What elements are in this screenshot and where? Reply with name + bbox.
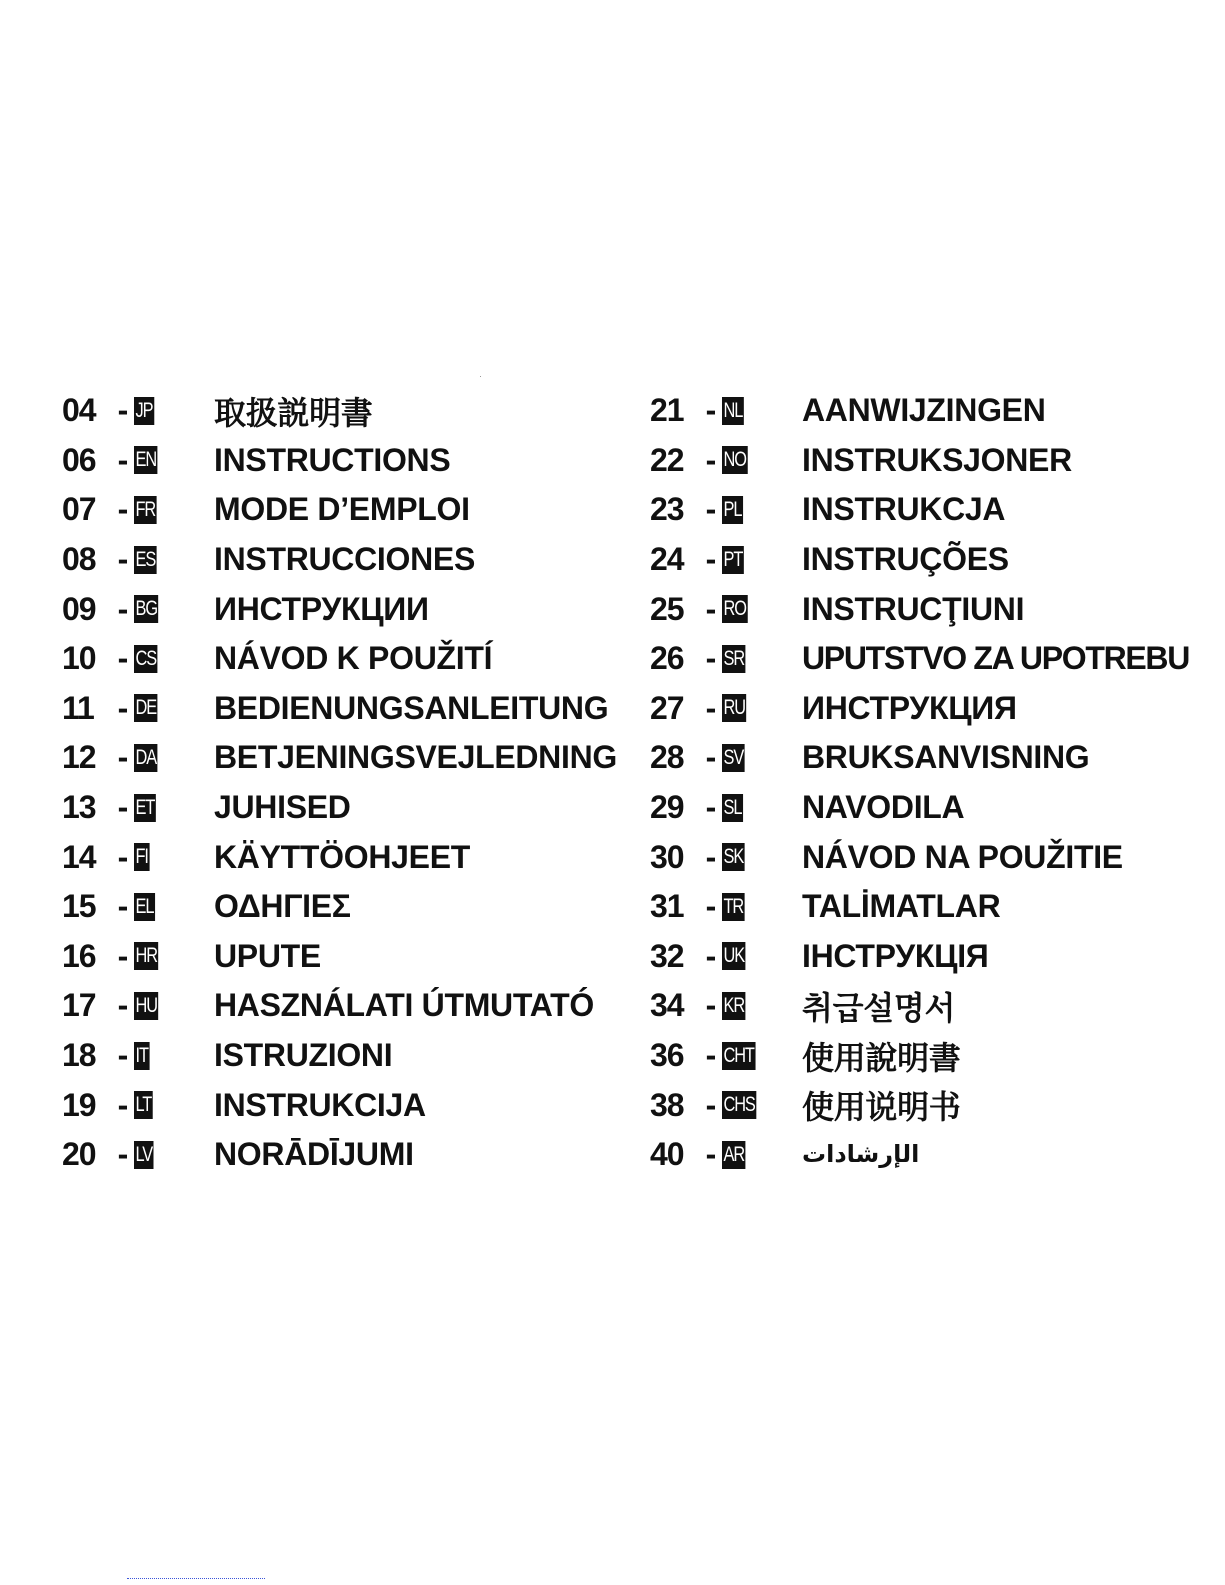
separator: -	[117, 590, 129, 627]
page-number: 20	[62, 1136, 96, 1173]
entry-title: NAVODILA	[802, 789, 965, 826]
separator: -	[705, 838, 717, 875]
page-number: 11	[62, 689, 94, 726]
language-code-badge: EL	[134, 893, 155, 921]
page-number: 34	[650, 987, 684, 1024]
language-code-badge: SV	[722, 744, 745, 772]
toc-entry-es[interactable]	[62, 535, 617, 585]
separator: -	[705, 888, 717, 925]
language-code-badge: CHS	[722, 1091, 756, 1119]
separator: -	[705, 1136, 717, 1173]
entry-title: BEDIENUNGSANLEITUNG	[214, 689, 609, 726]
entry-title: ИНСТРУКЦИИ	[214, 590, 429, 627]
page-number: 08	[62, 541, 96, 578]
language-code-badge: NL	[722, 397, 744, 425]
page-number: 21	[650, 392, 684, 429]
language-code-badge: PL	[722, 496, 743, 524]
entry-title: INSTRUCCIONES	[214, 541, 476, 578]
page-number: 28	[650, 739, 684, 776]
separator: -	[117, 987, 129, 1024]
page-number: 26	[650, 640, 684, 677]
separator: -	[705, 689, 717, 726]
toc-entry-pt[interactable]	[650, 535, 1189, 585]
entry-title: INSTRUCŢIUNI	[802, 590, 1025, 627]
entry-title: 취급설명서	[802, 989, 956, 1026]
page-number: 31	[650, 888, 684, 925]
toc-entry-da[interactable]	[62, 733, 617, 783]
language-code-badge: SR	[722, 645, 746, 673]
separator: -	[117, 491, 129, 528]
toc-entry-cht[interactable]	[650, 1031, 1189, 1081]
page-number: 32	[650, 937, 684, 974]
toc-entry-no[interactable]	[650, 436, 1189, 486]
entry-title: HASZNÁLATI ÚTMUTATÓ	[214, 987, 595, 1024]
entry-title: NÁVOD K POUŽITÍ	[214, 640, 493, 677]
entry-title: JUHISED	[214, 789, 351, 826]
toc-entry-fi[interactable]	[62, 832, 617, 882]
entry-title: BRUKSANVISNING	[802, 739, 1090, 776]
entry-title: ΟΔΗΓΙΕΣ	[214, 888, 351, 925]
page-number: 38	[650, 1086, 684, 1123]
page-number: 04	[62, 392, 96, 429]
language-code-badge: ET	[134, 794, 156, 822]
separator: -	[705, 1086, 717, 1123]
toc-entry-nl[interactable]	[650, 386, 1189, 436]
separator: -	[705, 590, 717, 627]
language-code-badge: SK	[722, 843, 745, 871]
entry-title: NORĀDĪJUMI	[214, 1136, 414, 1173]
entry-title: الإرشادات	[802, 1141, 920, 1169]
page-number: 29	[650, 789, 684, 826]
language-code-badge: AR	[722, 1141, 746, 1169]
language-code-badge: FR	[134, 496, 157, 524]
separator: -	[705, 640, 717, 677]
entry-title: 使用说明书	[802, 1089, 961, 1126]
toc-entry-el[interactable]	[62, 882, 617, 932]
page-number: 30	[650, 838, 684, 875]
page-number: 14	[62, 838, 96, 875]
entry-title: 使用說明書	[802, 1039, 961, 1076]
toc-entry-bg[interactable]	[62, 584, 617, 634]
entry-title: INSTRUKCJA	[802, 491, 1006, 528]
entry-title: BETJENINGSVEJLEDNING	[214, 739, 617, 776]
language-code-badge: NO	[722, 446, 747, 474]
toc-entry-ro[interactable]	[650, 584, 1189, 634]
language-code-badge: SL	[722, 794, 743, 822]
separator: -	[117, 1086, 129, 1123]
toc-entry-it[interactable]	[62, 1031, 617, 1081]
page-number: 36	[650, 1037, 684, 1074]
toc-entry-hu[interactable]	[62, 981, 617, 1031]
separator: -	[117, 1136, 129, 1173]
page-number: 13	[62, 789, 96, 826]
language-code-badge: TR	[722, 893, 745, 921]
entry-title: TALİMATLAR	[802, 888, 1001, 925]
entry-title: MODE D’EMPLOI	[214, 491, 470, 528]
separator: -	[117, 739, 129, 776]
separator: -	[705, 937, 717, 974]
language-code-badge: RU	[722, 694, 746, 722]
page-number: 09	[62, 590, 96, 627]
language-code-badge: RO	[722, 595, 747, 623]
page-number: 40	[650, 1136, 684, 1173]
separator: -	[117, 441, 129, 478]
toc-entry-lt[interactable]	[62, 1080, 617, 1130]
page-number: 16	[62, 937, 96, 974]
toc-entry-en[interactable]	[62, 436, 617, 486]
separator: -	[117, 838, 129, 875]
entry-title: UPUTE	[214, 937, 321, 974]
language-code-badge: DA	[134, 744, 158, 772]
page-number: 17	[62, 987, 96, 1024]
separator: -	[117, 789, 129, 826]
language-code-badge: KR	[722, 992, 746, 1020]
separator: -	[117, 640, 129, 677]
page-number: 12	[62, 739, 96, 776]
toc-entry-sr[interactable]	[650, 634, 1189, 684]
toc-right-column	[650, 386, 1189, 1180]
page-number: 22	[650, 441, 684, 478]
separator: -	[705, 789, 717, 826]
entry-title: AANWIJZINGEN	[802, 392, 1046, 429]
separator: -	[117, 392, 129, 429]
separator: -	[705, 541, 717, 578]
separator: -	[117, 689, 129, 726]
toc-entry-tr[interactable]	[650, 882, 1189, 932]
toc-left-column	[62, 386, 617, 1180]
toc-entry-sk[interactable]	[650, 832, 1189, 882]
page-number: 15	[62, 888, 96, 925]
toc-entry-hr[interactable]	[62, 932, 617, 982]
toc-entry-kr[interactable]	[650, 981, 1189, 1031]
language-code-badge: FI	[134, 843, 149, 871]
language-code-badge: ES	[134, 546, 157, 574]
footer-dotted-line	[127, 1578, 265, 1580]
language-code-badge: LT	[134, 1091, 153, 1119]
separator: -	[705, 491, 717, 528]
language-code-badge: LV	[134, 1141, 154, 1169]
separator: -	[705, 392, 717, 429]
language-code-badge: CHT	[722, 1042, 755, 1070]
scan-dot	[480, 376, 481, 377]
entry-title: INSTRUKSJONER	[802, 441, 1072, 478]
separator: -	[705, 987, 717, 1024]
language-code-badge: HR	[134, 942, 158, 970]
toc-entry-uk[interactable]	[650, 932, 1189, 982]
entry-title: NÁVOD NA POUŽITIE	[802, 838, 1123, 875]
language-code-badge: CS	[134, 645, 158, 673]
page-number: 18	[62, 1037, 96, 1074]
entry-title: KÄYTTÖOHJEET	[214, 838, 470, 875]
toc-entry-fr[interactable]	[62, 485, 617, 535]
toc-entry-jp[interactable]	[62, 386, 617, 436]
separator: -	[117, 541, 129, 578]
page-number: 10	[62, 640, 96, 677]
language-code-badge: IT	[134, 1042, 149, 1070]
toc-entry-et[interactable]	[62, 783, 617, 833]
toc-entry-ar[interactable]	[650, 1130, 1189, 1180]
toc-entry-de[interactable]	[62, 684, 617, 734]
separator: -	[117, 937, 129, 974]
page-number: 06	[62, 441, 96, 478]
toc-entry-lv[interactable]	[62, 1130, 617, 1180]
separator: -	[117, 888, 129, 925]
toc-entry-pl[interactable]	[650, 485, 1189, 535]
page-number: 27	[650, 689, 684, 726]
language-code-badge: BG	[134, 595, 158, 623]
entry-title: 取扱説明書	[214, 394, 373, 431]
entry-title: INSTRUÇÕES	[802, 541, 1009, 578]
entry-title: ISTRUZIONI	[214, 1037, 393, 1074]
page-number: 19	[62, 1086, 96, 1123]
entry-title: ИНСТРУКЦИЯ	[802, 689, 1017, 726]
separator: -	[117, 1037, 129, 1074]
toc-entry-ru[interactable]	[650, 684, 1189, 734]
entry-title: INSTRUCTIONS	[214, 441, 451, 478]
separator: -	[705, 1037, 717, 1074]
language-code-badge: HU	[134, 992, 158, 1020]
language-code-badge: PT	[722, 546, 744, 574]
separator: -	[705, 441, 717, 478]
toc-entry-cs[interactable]	[62, 634, 617, 684]
language-code-badge: UK	[722, 942, 746, 970]
page-number: 25	[650, 590, 684, 627]
entry-title: ІНСТРУКЦІЯ	[802, 937, 989, 974]
language-code-badge: EN	[134, 446, 158, 474]
language-code-badge: JP	[134, 397, 154, 425]
page-number: 24	[650, 541, 684, 578]
separator: -	[705, 739, 717, 776]
language-code-badge: DE	[134, 694, 158, 722]
toc-entry-sv[interactable]	[650, 733, 1189, 783]
page-number: 07	[62, 491, 96, 528]
entry-title: INSTRUKCIJA	[214, 1086, 426, 1123]
entry-title: UPUTSTVO ZA UPOTREBU	[802, 640, 1190, 677]
toc-entry-sl[interactable]	[650, 783, 1189, 833]
page-number: 23	[650, 491, 684, 528]
toc-entry-chs[interactable]	[650, 1080, 1189, 1130]
